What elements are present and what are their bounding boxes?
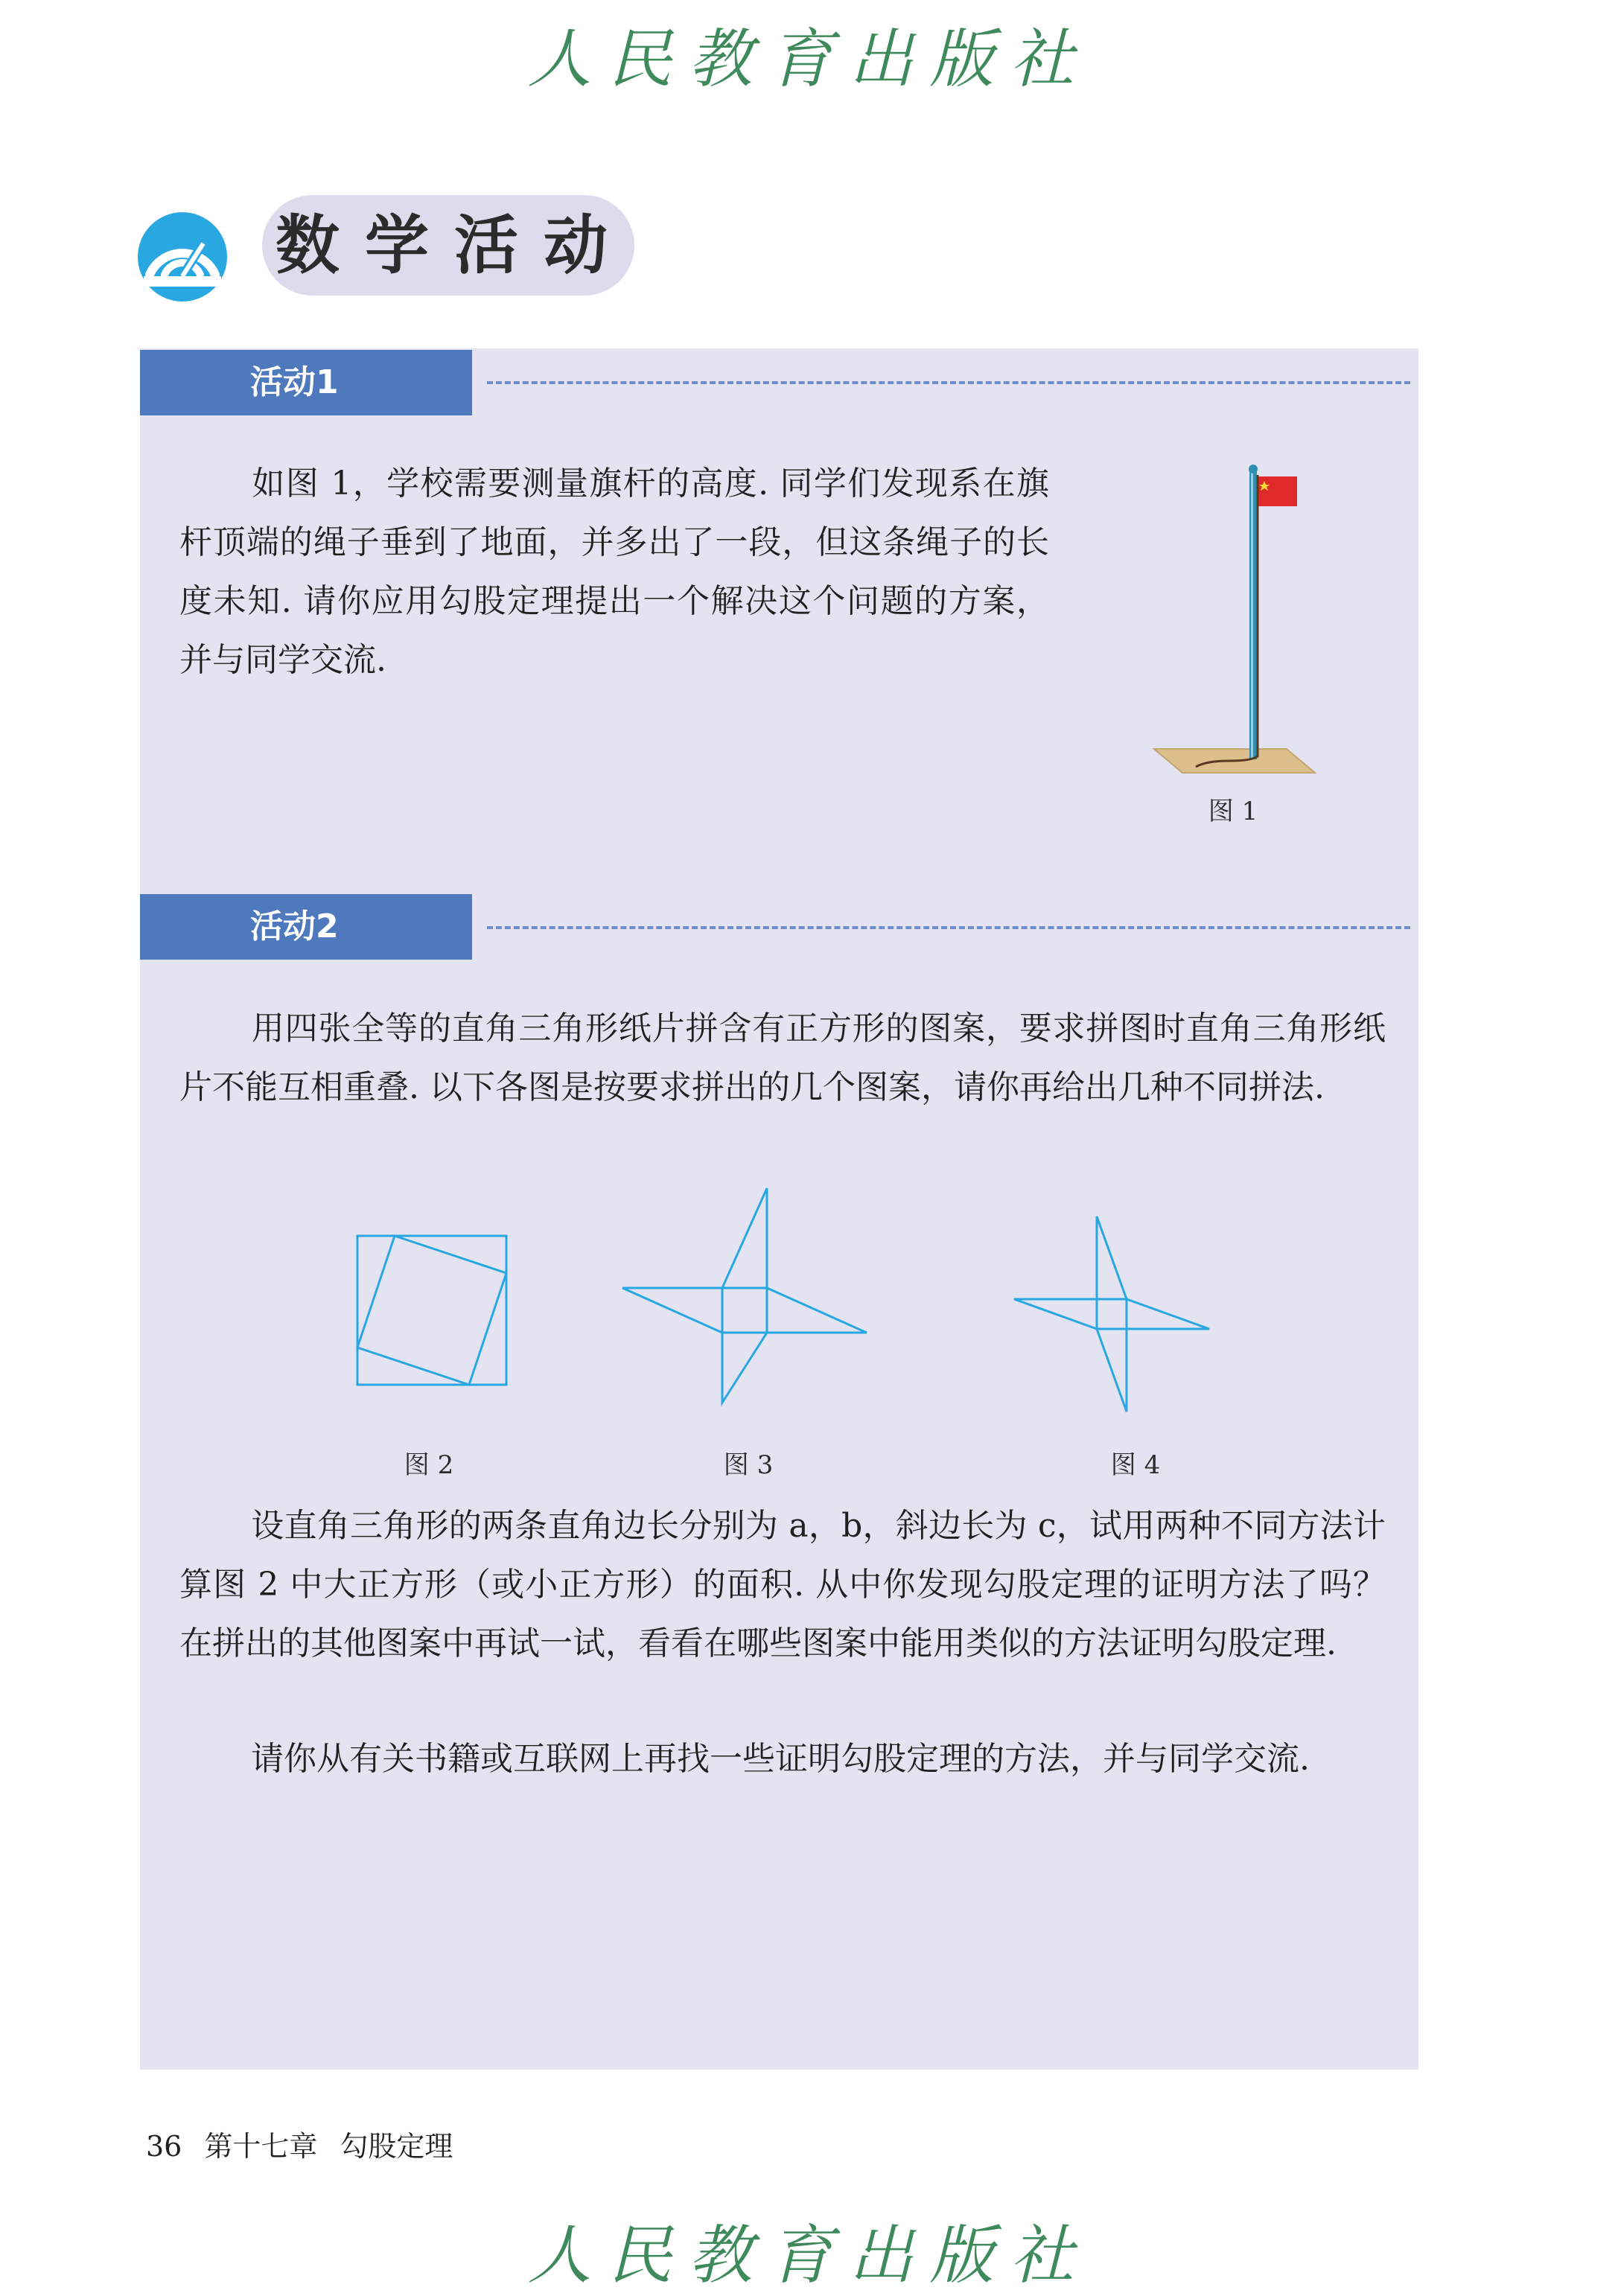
activity1-divider [487, 381, 1410, 384]
figure4-caption: 图 4 [1110, 1450, 1161, 1480]
activity2-paragraph-2 [179, 1496, 1386, 1673]
activity2-text: 用四张全等的直角三角形纸片拼含有正方形的图案，要求拼图时直角三角形纸片不能互相重叠. 以下各图是按要求拼出的几个图案，请你再给出几种不同拼法. [179, 1010, 1386, 1106]
activity1-paragraph [179, 454, 1049, 689]
activity2-header: 活动2 [140, 894, 472, 960]
activity1-text: 如图 1，学校需要测量旗杆的高度. 同学们发现系在旗杆顶端的绳子垂到了地面，并多出了一段，但这条绳子的长度未知. 请你应用勾股定理提出一个解决这个问题的方案，并与同学交流. [179, 465, 1049, 679]
figure3-pinwheel-pattern [618, 1184, 886, 1407]
publisher-watermark-bottom: 人民教育出版社 [527, 2219, 1091, 2293]
chapter-title: 勾股定理 [340, 2130, 453, 2163]
activity2-paragraph [179, 999, 1386, 1117]
figure4-pinwheel-pattern [1011, 1214, 1212, 1415]
page-footer [146, 2123, 475, 2164]
flagpole-figure [1139, 460, 1318, 773]
activity2-text-3: 请你从有关书籍或互联网上再找一些证明勾股定理的方法，并与同学交流. [251, 1740, 1310, 1778]
activity1-header: 活动1 [140, 350, 472, 415]
page-number: 36 [146, 2130, 182, 2163]
activity-gauge-icon [136, 211, 229, 303]
activity2-text-2: 设直角三角形的两条直角边长分别为 a，b，斜边长为 c，试用两种不同方法计算图 2 中大正方形（或小正方形）的面积. 从中你发现勾股定理的证明方法了吗？在拼出的其他图案中再试一试，看看在哪些图案中能用类似的方法证明勾股定理. [179, 1507, 1386, 1662]
section-title: 数学活动 [262, 195, 634, 296]
figure2-caption: 图 2 [404, 1450, 454, 1480]
figure1-caption: 图 1 [1208, 797, 1258, 826]
figure2-square-pattern [350, 1228, 514, 1392]
chapter-number: 第十七章 [204, 2130, 318, 2163]
activity2-divider [487, 926, 1410, 929]
figure3-caption: 图 3 [723, 1450, 774, 1480]
activity2-paragraph-3 [179, 1729, 1386, 1788]
publisher-watermark-top: 人民教育出版社 [527, 22, 1091, 97]
